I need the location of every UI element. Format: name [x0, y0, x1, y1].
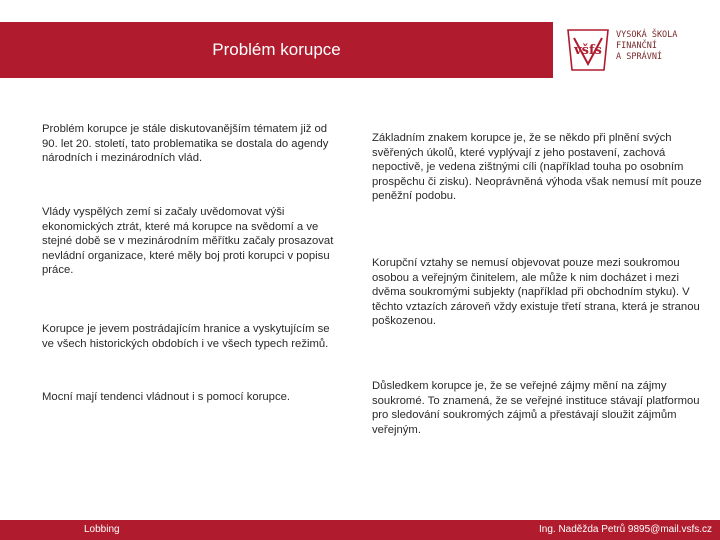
left-paragraph-1: Problém korupce je stále diskutovanějším tématem již od 90. let 20. století, tato problematika se dostala do agendy národních i mezinárodních vlád.	[42, 123, 329, 165]
right-paragraph-1: Základním znakem korupce je, že se někdo při plnění svých svěřených úkolů, které vyplývají z jeho postavení, zachová nepoctivě, je vedena zištnými cíli (například touha po osobním prospěchu či zisku). Neoprávněná výhoda však nemusí mít pouze peněžní podobu.	[372, 132, 702, 203]
left-paragraph-2: Vlády vyspělých zemí si začaly uvědomovat výši ekonomických ztrát, které má korupce na svědomí a ve stejné době se v mezinárodním měřítku začaly prosazovat nevládní organizace, které měly boj proti korupci v popisu práce.	[42, 206, 334, 277]
logo-text	[616, 30, 714, 63]
logo-line-2: FINANČNÍ	[616, 41, 657, 51]
left-paragraph-4: Mocní mají tendenci vládnout i s pomocí korupce.	[42, 391, 291, 403]
logo-line-3: A SPRÁVNÍ	[616, 52, 663, 62]
slide-title: Problém korupce	[212, 40, 341, 59]
logo-mark-text: všfs	[574, 43, 602, 58]
right-paragraph-2: Korupční vztahy se nemusí objevovat pouze mezi soukromou osobou a veřejným činitelem, ale může k nim docházet i mezi dvěma soukromými subjekty (například při obchodním styku). V těchto vztazích zároveň vždy existuje třetí strana, která je stranou poškozenou.	[372, 257, 700, 328]
school-logo	[564, 24, 714, 76]
vsfs-logo-mark	[564, 24, 612, 74]
footer-bar	[0, 520, 720, 540]
right-paragraph-3: Důsledkem korupce je, že se veřejné zájmy mění na zájmy soukromé. To znamená, že se veřejné instituce stávají platformou pro sledování soukromých zájmů a přestávají sloužit zájmům veřejným.	[372, 380, 700, 436]
left-paragraph-3: Korupce je jevem postrádajícím hranice a vyskytujícím se ve všech historických obdobích i ve všech typech režimů.	[42, 323, 330, 350]
footer-topic: Lobbing	[84, 524, 120, 535]
logo-line-1: VYSOKÁ ŠKOLA	[616, 30, 678, 40]
footer-author: Ing. Naděžda Petrů 9895@mail.vsfs.cz	[538, 524, 712, 535]
title-bar	[0, 22, 553, 78]
